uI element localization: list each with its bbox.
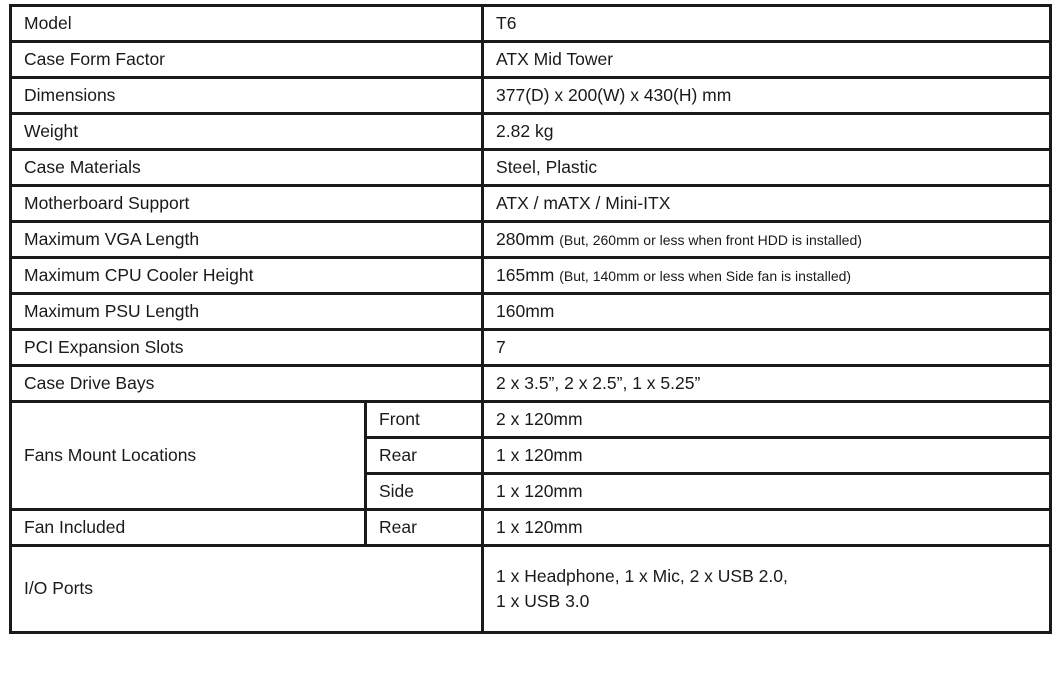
- table-row-maximum-vga-length: [11, 222, 1051, 258]
- row-label: Case Drive Bays: [11, 366, 483, 402]
- row-value-note: (But, 260mm or less when front HDD is installed): [559, 231, 862, 248]
- io-ports-line-2: 1 x USB 3.0: [496, 591, 590, 611]
- table-row-case-materials: [11, 150, 1051, 186]
- fans-mount-value: 1 x 120mm: [483, 474, 1051, 510]
- row-label: Maximum VGA Length: [11, 222, 483, 258]
- row-value: [483, 222, 1051, 258]
- table-row-case-drive-bays: [11, 366, 1051, 402]
- row-value: T6: [483, 6, 1051, 42]
- row-value: [483, 258, 1051, 294]
- row-value-main: 165mm: [496, 264, 555, 285]
- table-row-maximum-cpu-cooler-height: [11, 258, 1051, 294]
- table-body: [11, 6, 1051, 633]
- row-value: 160mm: [483, 294, 1051, 330]
- row-value: ATX Mid Tower: [483, 42, 1051, 78]
- io-ports-value: [483, 546, 1051, 633]
- row-value: 2 x 3.5”, 2 x 2.5”, 1 x 5.25”: [483, 366, 1051, 402]
- row-label: Weight: [11, 114, 483, 150]
- io-ports-label: I/O Ports: [11, 546, 483, 633]
- io-ports-line-1: 1 x Headphone, 1 x Mic, 2 x USB 2.0,: [496, 565, 788, 586]
- row-label: Case Form Factor: [11, 42, 483, 78]
- row-value-note: (But, 140mm or less when Side fan is installed): [559, 267, 852, 284]
- row-value-main: 280mm: [496, 228, 555, 249]
- row-label: Maximum PSU Length: [11, 294, 483, 330]
- row-label: PCI Expansion Slots: [11, 330, 483, 366]
- row-label: Case Materials: [11, 150, 483, 186]
- row-value: 377(D) x 200(W) x 430(H) mm: [483, 78, 1051, 114]
- table-row-fan-included: [11, 510, 1051, 546]
- table-row-fans-mount-front: [11, 402, 1051, 438]
- table-row-maximum-psu-length: [11, 294, 1051, 330]
- table-row-pci-expansion-slots: [11, 330, 1051, 366]
- fans-mount-position: Side: [366, 474, 483, 510]
- fans-mount-value: 2 x 120mm: [483, 402, 1051, 438]
- specification-table: [9, 4, 1052, 634]
- table-row-io-ports: [11, 546, 1051, 633]
- table-row-case-form-factor: [11, 42, 1051, 78]
- table-row-model: [11, 6, 1051, 42]
- fans-mount-position: Front: [366, 402, 483, 438]
- row-value: 2.82 kg: [483, 114, 1051, 150]
- fans-mount-position: Rear: [366, 438, 483, 474]
- row-label: Maximum CPU Cooler Height: [11, 258, 483, 294]
- row-label: Dimensions: [11, 78, 483, 114]
- fans-mount-locations-label: Fans Mount Locations: [11, 402, 366, 510]
- row-value: 7: [483, 330, 1051, 366]
- row-label: Model: [11, 6, 483, 42]
- fans-mount-value: 1 x 120mm: [483, 438, 1051, 474]
- table-row-weight: [11, 114, 1051, 150]
- table-row-dimensions: [11, 78, 1051, 114]
- fan-included-label: Fan Included: [11, 510, 366, 546]
- row-label: Motherboard Support: [11, 186, 483, 222]
- fan-included-position: Rear: [366, 510, 483, 546]
- row-value: ATX / mATX / Mini-ITX: [483, 186, 1051, 222]
- fan-included-value: 1 x 120mm: [483, 510, 1051, 546]
- specification-sheet: [9, 4, 1049, 634]
- table-row-motherboard-support: [11, 186, 1051, 222]
- row-value: Steel, Plastic: [483, 150, 1051, 186]
